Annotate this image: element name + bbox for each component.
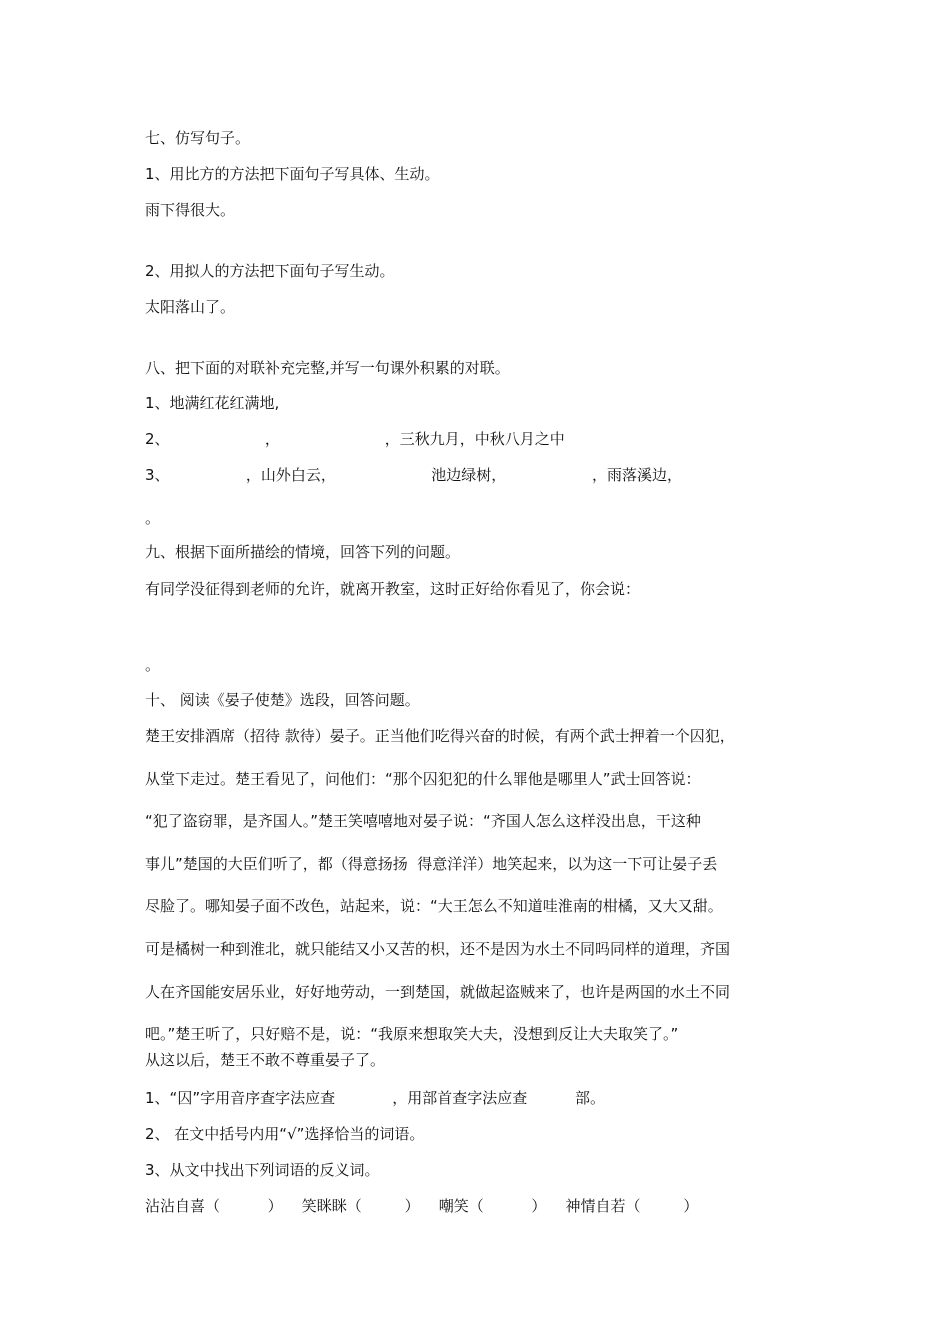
section8-line3: 3、 ，山外白云， 池边绿树， ，雨落溪边， bbox=[145, 466, 683, 484]
passage-line: 尽脸了。哪知晏子面不改色，站起来，说：“大王怎么不知道哇淮南的柑橘，又大又甜。 bbox=[145, 897, 723, 916]
passage-line: 从堂下走过。楚王看见了，问他们：“那个囚犯犯的什么罪他是哪里人”武士回答说： bbox=[145, 769, 701, 788]
section10-heading: 十、 阅读《晏子使楚》选段，回答问题。 bbox=[145, 691, 420, 709]
passage-line: 吧。”楚王听了，只好赔不是，说：“我原来想取笑大夫，没想到反让大夫取笑了。” bbox=[145, 1025, 679, 1044]
section10-q3: 3、从文中找出下列词语的反义词。 bbox=[145, 1161, 380, 1179]
section8-heading: 八、把下面的对联补充完整,并写一句课外积累的对联。 bbox=[145, 359, 510, 377]
section9-prompt: 有同学没征得到老师的允许，就离开教室，这时正好给你看见了，你会说： bbox=[145, 580, 641, 598]
passage-line: 人在齐国能安居乐业，好好地劳动，一到楚国，就做起盗贼来了，也许是两国的水土不同 bbox=[145, 982, 731, 1001]
section7-q1: 1、用比方的方法把下面句子写具体、生动。 bbox=[145, 165, 440, 183]
passage-line: 楚王安排酒席（招待 款待）晏子。正当他们吃得兴奋的时候，有两个武士押着一个囚犯， bbox=[145, 727, 735, 745]
section7-q2: 2、用拟人的方法把下面句子写生动。 bbox=[145, 262, 395, 280]
reading-passage bbox=[145, 726, 815, 1067]
section8-line2: 2、 ， ，三秋九月，中秋八月之中 bbox=[145, 430, 565, 448]
section7-q2-sentence: 太阳落山了。 bbox=[145, 298, 236, 316]
section10-q3-words: 沾沾自喜（ ） 笑眯眯（ ） 嘲笑（ ） 神情自若（ ） bbox=[145, 1197, 699, 1215]
section7-q1-sentence: 雨下得很大。 bbox=[145, 201, 236, 219]
section8-line1: 1、地满红花红满地, bbox=[145, 394, 280, 412]
passage-last-line: 从这以后，楚王不敢不尊重晏子了。 bbox=[145, 1051, 386, 1069]
section9-heading: 九、根据下面所描绘的情境，回答下列的问题。 bbox=[145, 543, 461, 561]
section8-line3-end: 。 bbox=[145, 509, 161, 527]
section10-q2: 2、 在文中括号内用“√”选择恰当的词语。 bbox=[145, 1125, 425, 1143]
section7-heading: 七、仿写句子。 bbox=[145, 129, 251, 147]
passage-line: “犯了盗窃罪，是齐国人。”楚王笑嘻嘻地对晏子说：“齐国人怎么这样没出息，干这种 bbox=[145, 812, 701, 831]
section10-q1: 1、“囚”字用音序查字法应查 ，用部首查字法应查 部。 bbox=[145, 1089, 605, 1107]
section9-answer-end: 。 bbox=[145, 656, 161, 674]
passage-line: 事儿”楚国的大臣们听了，都（得意扬扬 得意洋洋）地笑起来，以为这一下可让晏子丢 bbox=[145, 854, 718, 873]
passage-line: 可是橘树一种到淮北，就只能结又小又苦的枳，还不是因为水土不同吗同样的道理，齐国 bbox=[145, 939, 731, 958]
